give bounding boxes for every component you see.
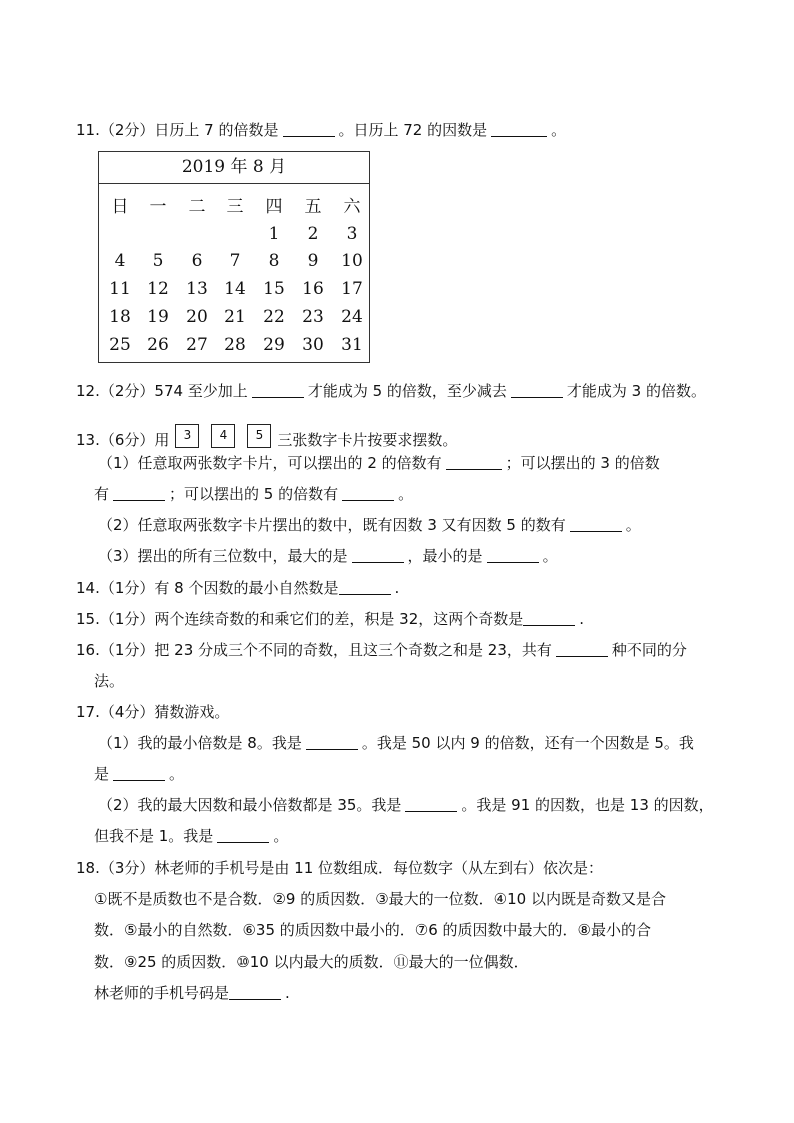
question-text: （1）我的最小倍数是 8。我是 bbox=[98, 734, 302, 752]
question-text: 猜数游戏。 bbox=[154, 703, 230, 721]
question-number: 13. bbox=[76, 431, 100, 449]
calendar-day: 16 bbox=[302, 279, 324, 299]
question-text: 数．⑨25 的质因数．⑩10 以内最大的质数．⑪最大的一位偶数． bbox=[94, 953, 529, 971]
calendar-day: 27 bbox=[186, 335, 208, 355]
calendar-day: 20 bbox=[186, 307, 208, 327]
question-18-line-2 bbox=[94, 920, 651, 940]
question-14 bbox=[76, 578, 399, 598]
question-score: （4分） bbox=[99, 703, 155, 721]
calendar-weekday: 日 bbox=[111, 197, 129, 217]
question-16 bbox=[76, 640, 687, 660]
answer-blank[interactable] bbox=[339, 579, 391, 595]
calendar-day: 7 bbox=[229, 251, 241, 271]
question-18-line-1 bbox=[94, 889, 666, 909]
question-text: . bbox=[394, 579, 400, 597]
calendar-day: 26 bbox=[147, 335, 169, 355]
question-text: 种不同的分 bbox=[611, 641, 687, 659]
calendar-weekday: 四 bbox=[265, 197, 283, 217]
question-text: 把 23 分成三个不同的奇数，且这三个奇数之和是 23，共有 bbox=[154, 641, 552, 659]
question-17-part-2 bbox=[98, 795, 714, 815]
calendar-day: 25 bbox=[109, 335, 131, 355]
question-text: 。 bbox=[542, 547, 558, 565]
calendar-title: 2019 年 8 月 bbox=[99, 152, 369, 184]
question-text: 。日历上 72 的因数是 bbox=[338, 121, 488, 139]
calendar-weekday: 二 bbox=[188, 197, 206, 217]
calendar-day: 11 bbox=[109, 279, 131, 299]
question-score: （2分） bbox=[99, 382, 155, 400]
question-number: 15. bbox=[76, 610, 100, 628]
question-17-part-2-cont bbox=[94, 826, 288, 846]
question-number: 14. bbox=[76, 579, 100, 597]
question-text: 。我是 91 的因数，也是 13 的因数， bbox=[461, 796, 714, 814]
calendar-day: 8 bbox=[268, 251, 280, 271]
question-score: （1分） bbox=[99, 579, 155, 597]
question-text: 但我不是 1。我是 bbox=[94, 827, 214, 845]
question-text: 574 至少加上 bbox=[154, 382, 248, 400]
answer-blank[interactable] bbox=[113, 485, 165, 501]
question-13-part-3 bbox=[98, 546, 558, 566]
question-text: ；可以摆出的 3 的倍数 bbox=[505, 454, 660, 472]
question-text: （2）我的最大因数和最小倍数都是 35。我是 bbox=[98, 796, 402, 814]
calendar-day: 4 bbox=[114, 251, 126, 271]
calendar-day: 17 bbox=[341, 279, 363, 299]
answer-blank[interactable] bbox=[487, 547, 539, 563]
calendar-weekday: 六 bbox=[343, 197, 361, 217]
question-text: ；可以摆出的 5 的倍数有 bbox=[169, 485, 339, 503]
question-number: 17. bbox=[76, 703, 100, 721]
number-card: 3 bbox=[175, 424, 199, 448]
question-text: 有 8 个因数的最小自然数是 bbox=[154, 579, 339, 597]
answer-blank[interactable] bbox=[511, 382, 563, 398]
question-score: （2分） bbox=[99, 121, 155, 139]
question-18-line-4 bbox=[94, 983, 290, 1003]
question-13 bbox=[76, 424, 457, 450]
question-text: . bbox=[285, 984, 290, 1002]
question-text: 才能成为 3 的倍数。 bbox=[566, 382, 706, 400]
answer-blank[interactable] bbox=[217, 827, 269, 843]
question-17-part-1-cont bbox=[94, 764, 184, 784]
calendar-day: 22 bbox=[263, 307, 285, 327]
question-number: 12. bbox=[76, 382, 100, 400]
question-text: 林老师的手机号是由 11 位数组成．每位数字（从左到右）依次是： bbox=[154, 859, 604, 877]
question-text: 。 bbox=[273, 827, 289, 845]
question-text: ①既不是质数也不是合数．②9 的质因数．③最大的一位数．④10 以内既是奇数又是合 bbox=[94, 890, 666, 908]
answer-blank[interactable] bbox=[352, 547, 404, 563]
question-text: 有 bbox=[94, 485, 110, 503]
question-number: 16. bbox=[76, 641, 100, 659]
question-text: 法。 bbox=[94, 672, 125, 690]
calendar-day: 31 bbox=[341, 335, 363, 355]
calendar-day: 14 bbox=[224, 279, 246, 299]
answer-blank[interactable] bbox=[491, 121, 547, 137]
question-17-part-1 bbox=[98, 733, 694, 753]
question-number: 18. bbox=[76, 859, 100, 877]
answer-blank[interactable] bbox=[252, 382, 304, 398]
calendar-day: 15 bbox=[263, 279, 285, 299]
question-score: （1分） bbox=[99, 641, 155, 659]
calendar-weekday: 五 bbox=[304, 197, 322, 217]
calendar-day: 1 bbox=[268, 224, 280, 244]
answer-blank[interactable] bbox=[229, 984, 281, 1000]
question-text: （1）任意取两张数字卡片，可以摆出的 2 的倍数有 bbox=[98, 454, 442, 472]
calendar-day: 29 bbox=[263, 335, 285, 355]
question-text: ，最小的是 bbox=[407, 547, 483, 565]
calendar-day: 3 bbox=[346, 224, 358, 244]
question-17 bbox=[76, 702, 229, 722]
answer-blank[interactable] bbox=[446, 454, 502, 470]
calendar-day: 28 bbox=[224, 335, 246, 355]
answer-blank[interactable] bbox=[570, 516, 622, 532]
answer-blank[interactable] bbox=[556, 641, 608, 657]
calendar-day: 21 bbox=[224, 307, 246, 327]
calendar-weekday: 一 bbox=[149, 197, 167, 217]
question-18 bbox=[76, 858, 603, 878]
question-text: 。 bbox=[551, 121, 567, 139]
calendar bbox=[98, 151, 370, 363]
question-11 bbox=[76, 120, 566, 140]
question-score: （6分） bbox=[99, 431, 155, 449]
calendar-day: 12 bbox=[147, 279, 169, 299]
question-text: 才能成为 5 的倍数，至少减去 bbox=[307, 382, 507, 400]
answer-blank[interactable] bbox=[283, 121, 335, 137]
calendar-day: 18 bbox=[109, 307, 131, 327]
calendar-weekday: 三 bbox=[226, 197, 244, 217]
calendar-day: 6 bbox=[191, 251, 203, 271]
question-15 bbox=[76, 609, 584, 629]
question-score: （1分） bbox=[99, 610, 155, 628]
answer-blank[interactable] bbox=[523, 610, 575, 626]
calendar-day: 9 bbox=[307, 251, 319, 271]
number-card: 4 bbox=[211, 424, 235, 448]
question-13-part-1 bbox=[98, 453, 660, 473]
question-13-part-2 bbox=[98, 515, 641, 535]
question-text: 两个连续奇数的和乘它们的差，积是 32，这两个奇数是 bbox=[154, 610, 524, 628]
question-16-cont bbox=[94, 671, 124, 691]
calendar-day: 13 bbox=[186, 279, 208, 299]
calendar-day: 30 bbox=[302, 335, 324, 355]
question-text: 日历上 7 的倍数是 bbox=[154, 121, 279, 139]
question-text: 是 bbox=[94, 765, 110, 783]
answer-blank[interactable] bbox=[342, 485, 394, 501]
question-text: （2）任意取两张数字卡片摆出的数中，既有因数 3 又有因数 5 的数有 bbox=[98, 516, 566, 534]
calendar-day: 24 bbox=[341, 307, 363, 327]
question-18-line-3 bbox=[94, 952, 529, 972]
question-text: 用 bbox=[154, 431, 170, 449]
question-text: 。我是 50 以内 9 的倍数，还有一个因数是 5。我 bbox=[361, 734, 694, 752]
question-text: 。 bbox=[169, 765, 185, 783]
answer-blank[interactable] bbox=[113, 765, 165, 781]
number-card: 5 bbox=[247, 424, 271, 448]
question-text: （3）摆出的所有三位数中，最大的是 bbox=[98, 547, 348, 565]
question-12 bbox=[76, 381, 706, 401]
calendar-day: 5 bbox=[152, 251, 164, 271]
question-number: 11. bbox=[76, 121, 100, 139]
question-text: 数．⑤最小的自然数．⑥35 的质因数中最小的．⑦6 的质因数中最大的．⑧最小的合 bbox=[94, 921, 651, 939]
question-text: 。 bbox=[625, 516, 641, 534]
calendar-day: 19 bbox=[147, 307, 169, 327]
answer-blank[interactable] bbox=[306, 734, 358, 750]
question-score: （3分） bbox=[99, 859, 155, 877]
calendar-day: 23 bbox=[302, 307, 324, 327]
question-text: 三张数字卡片按要求摆数。 bbox=[277, 431, 458, 449]
calendar-day: 2 bbox=[307, 224, 319, 244]
question-text: . bbox=[579, 610, 585, 628]
question-text: 林老师的手机号码是 bbox=[94, 984, 230, 1002]
question-text: 。 bbox=[398, 485, 414, 503]
answer-blank[interactable] bbox=[405, 796, 457, 812]
question-13-part-1-cont bbox=[94, 484, 413, 504]
calendar-day: 10 bbox=[341, 251, 363, 271]
